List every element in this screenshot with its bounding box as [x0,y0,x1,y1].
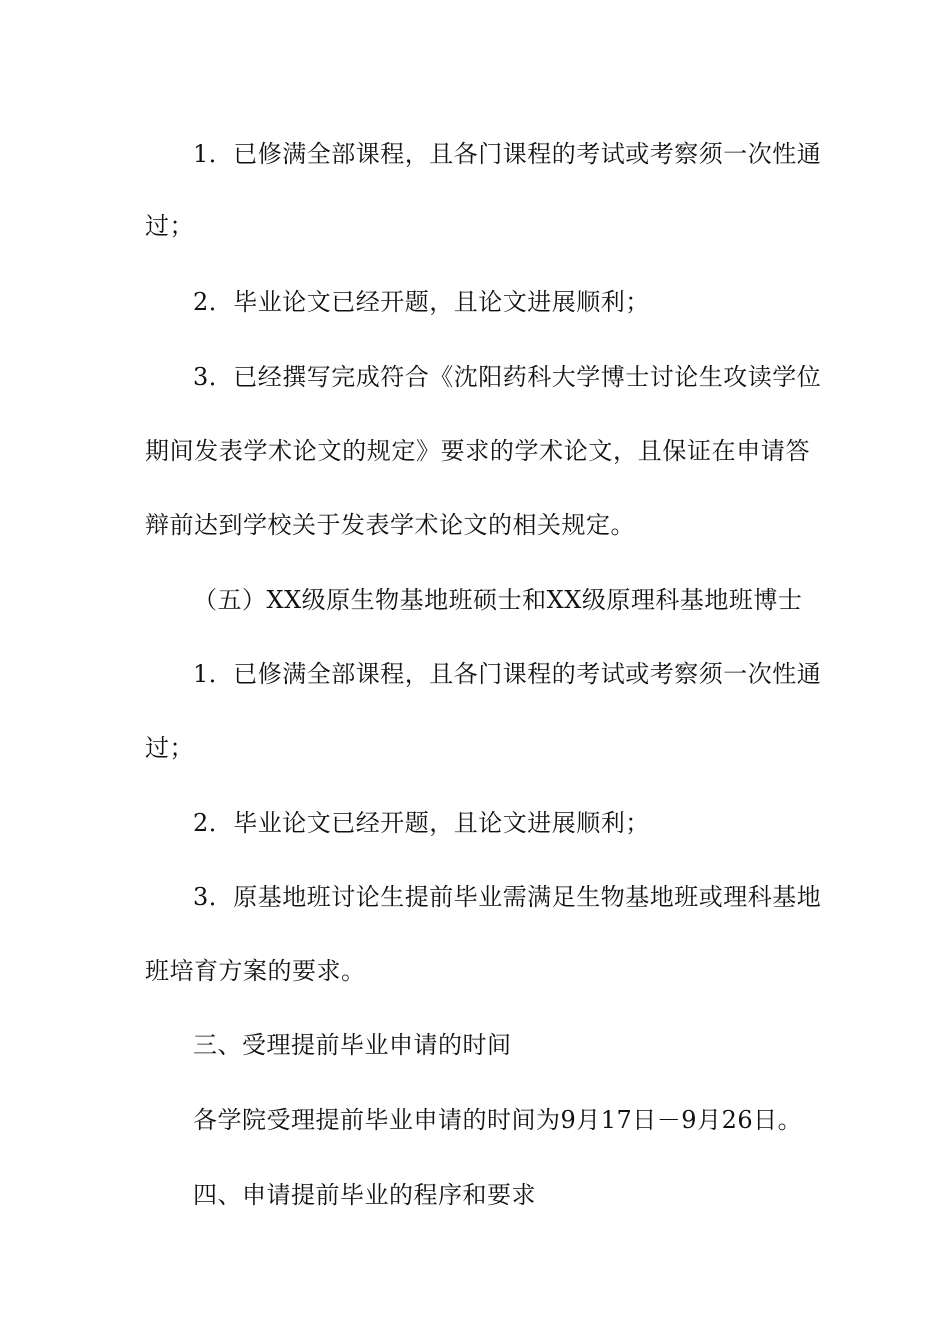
paragraph-line: 过； [145,734,194,762]
paragraph-line: 过； [145,212,194,240]
section-heading: （五）XX级原生物基地班硕士和XX级原理科基地班博士 [193,586,803,614]
paragraph-line: 1．已修满全部课程，且各门课程的考试或考察须一次性通 [193,660,822,688]
paragraph-line: 2．毕业论文已经开题，且论文进展顺利； [193,288,650,316]
paragraph-line: 1．已修满全部课程，且各门课程的考试或考察须一次性通 [193,140,822,168]
paragraph-line: 班培育方案的要求。 [145,957,366,985]
section-heading: 四、申请提前毕业的程序和要求 [193,1181,536,1209]
paragraph-line: 各学院受理提前毕业申请的时间为9月17日－9月26日。 [193,1106,803,1134]
section-heading: 三、受理提前毕业申请的时间 [193,1031,512,1059]
paragraph-line: 3．已经撰写完成符合《沈阳药科大学博士讨论生攻读学位 [193,363,822,391]
paragraph-line: 期间发表学术论文的规定》要求的学术论文，且保证在申请答 [145,437,810,465]
paragraph-line: 辩前达到学校关于发表学术论文的相关规定。 [145,511,635,539]
paragraph-line: 2．毕业论文已经开题，且论文进展顺利； [193,809,650,837]
paragraph-line: 3．原基地班讨论生提前毕业需满足生物基地班或理科基地 [193,883,822,911]
